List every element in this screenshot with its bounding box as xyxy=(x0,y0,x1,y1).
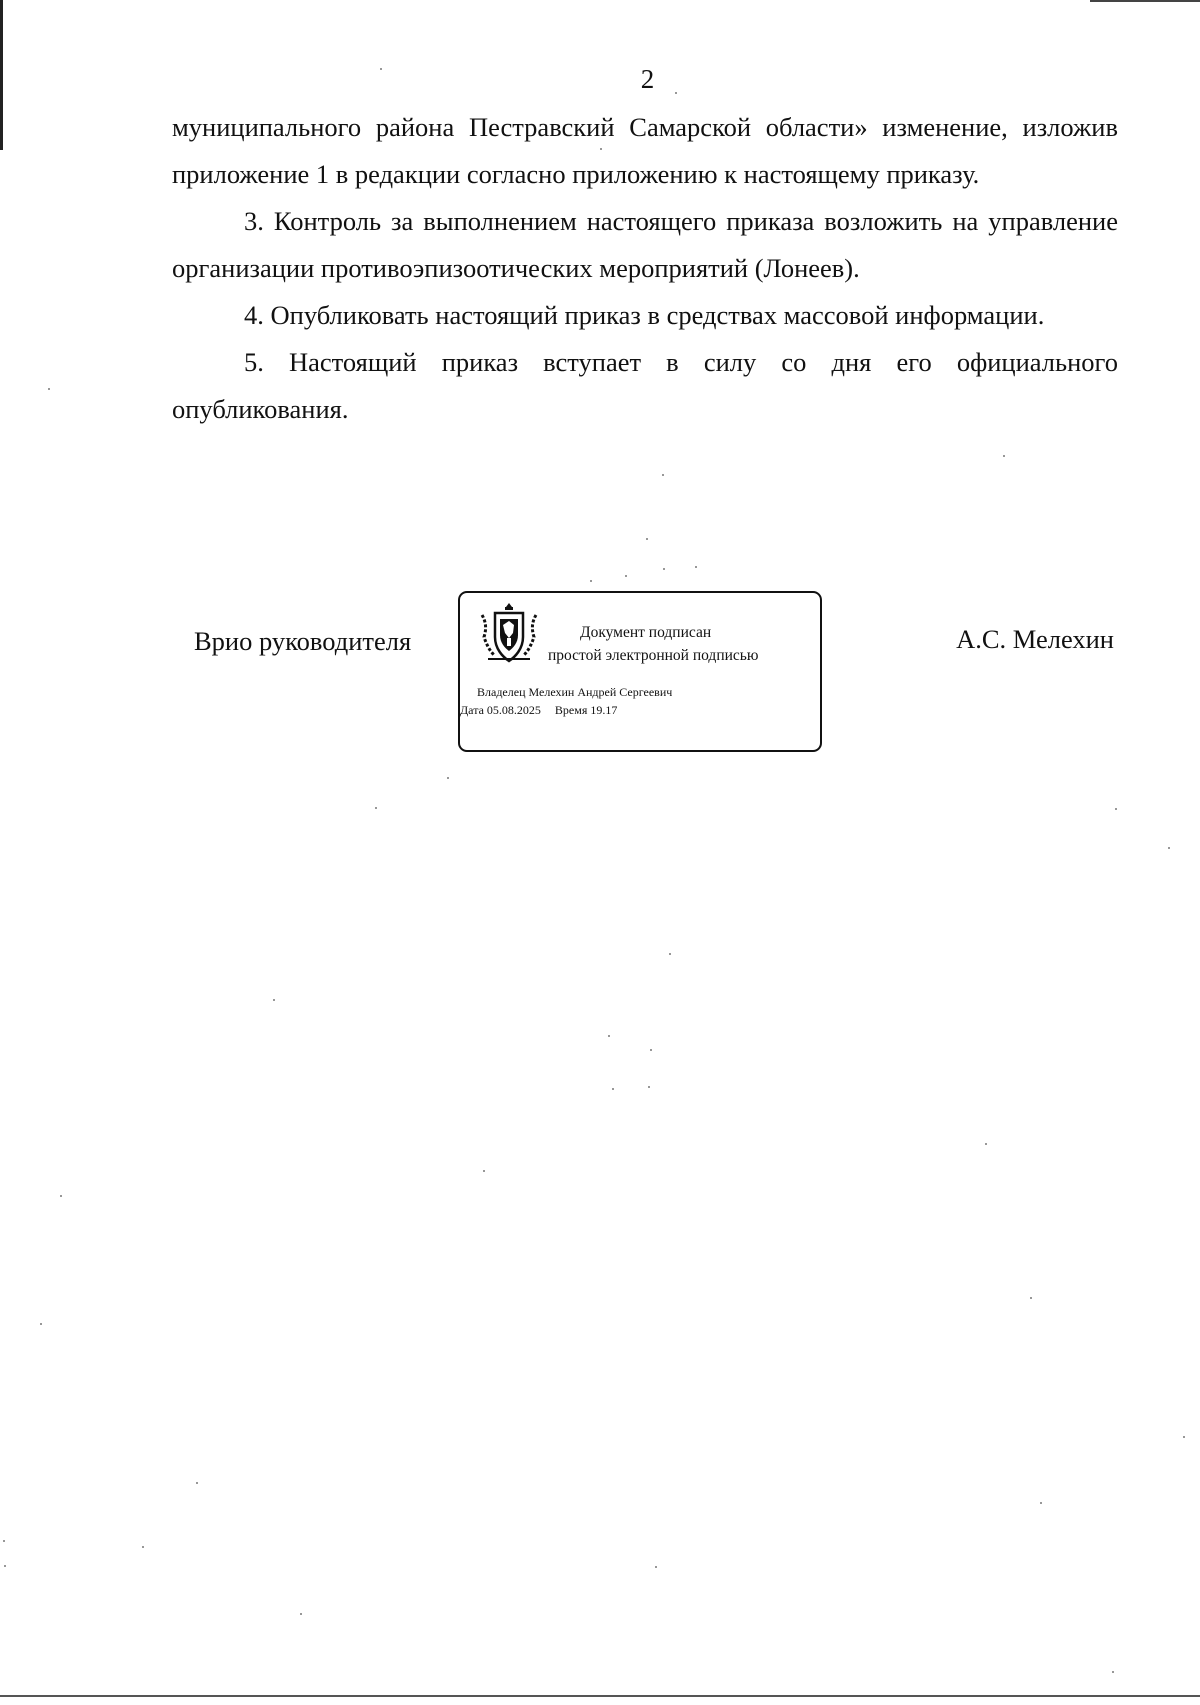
scan-speck xyxy=(985,1143,987,1145)
signatory-name: А.С. Мелехин xyxy=(956,624,1114,654)
scan-speck xyxy=(675,92,677,94)
scan-speck xyxy=(40,1323,42,1325)
scan-speck xyxy=(695,566,697,568)
electronic-signature-stamp xyxy=(458,591,822,752)
stamp-date: Дата 05.08.2025 xyxy=(460,703,541,717)
scan-speck xyxy=(447,777,449,779)
paragraph-5: 5. Настоящий приказ вступает в силу со дня его официального опубликования. xyxy=(172,347,1118,424)
scan-speck xyxy=(483,1170,485,1172)
scan-speck xyxy=(4,1565,6,1567)
scan-speck xyxy=(1183,1436,1185,1438)
scan-speck xyxy=(669,953,671,955)
scan-speck xyxy=(375,807,377,809)
stamp-time: Время 19.17 xyxy=(554,703,618,717)
scan-speck xyxy=(380,68,382,70)
scan-edge-line xyxy=(0,1695,1200,1697)
scan-speck xyxy=(273,999,275,1001)
scan-speck xyxy=(646,538,648,540)
stamp-signature-type: простой электронной подписью xyxy=(548,647,759,664)
stamp-datetime xyxy=(460,703,617,718)
paragraph-continuation: муниципального района Пестравский Самарской области» изменение, изложив приложение 1 в редакции согласно приложению к настоящему приказу. xyxy=(172,112,1118,189)
scan-speck xyxy=(1168,847,1170,849)
stamp-owner: Владелец Мелехин Андрей Сергеевич xyxy=(477,685,673,699)
scan-speck xyxy=(196,1482,198,1484)
scan-speck xyxy=(60,1195,62,1197)
scan-speck xyxy=(3,1540,5,1542)
scan-speck xyxy=(655,1566,657,1568)
stamp-signed-label: Документ подписан xyxy=(580,624,712,641)
scan-speck xyxy=(1115,808,1117,810)
page-number: 2 xyxy=(640,64,655,94)
scan-speck xyxy=(1003,455,1005,457)
signatory-title: Врио руководителя xyxy=(194,626,412,656)
paragraph-3: 3. Контроль за выполнением настоящего приказа возложить на управление организации противоэпизоотических мероприятий (Лонеев). xyxy=(172,206,1118,283)
scan-speck xyxy=(612,1088,614,1090)
scan-speck xyxy=(600,148,602,150)
document-body xyxy=(172,104,1118,433)
coat-of-arms-icon xyxy=(478,601,540,665)
scan-speck xyxy=(590,580,592,582)
scan-speck xyxy=(662,474,664,476)
scan-speck xyxy=(1040,1502,1042,1504)
scan-speck xyxy=(625,575,627,577)
paragraph-4: 4. Опубликовать настоящий приказ в средствах массовой информации. xyxy=(244,300,1045,330)
scan-speck xyxy=(300,1613,302,1615)
scan-speck xyxy=(1030,1297,1032,1299)
scan-speck xyxy=(608,1035,610,1037)
scan-speck xyxy=(1112,1671,1114,1673)
scan-speck xyxy=(648,1086,650,1088)
scan-speck xyxy=(142,1546,144,1548)
scan-edge-line xyxy=(1090,0,1200,2)
scan-speck xyxy=(48,388,50,390)
scan-speck xyxy=(663,568,665,570)
scan-speck xyxy=(650,1049,652,1051)
